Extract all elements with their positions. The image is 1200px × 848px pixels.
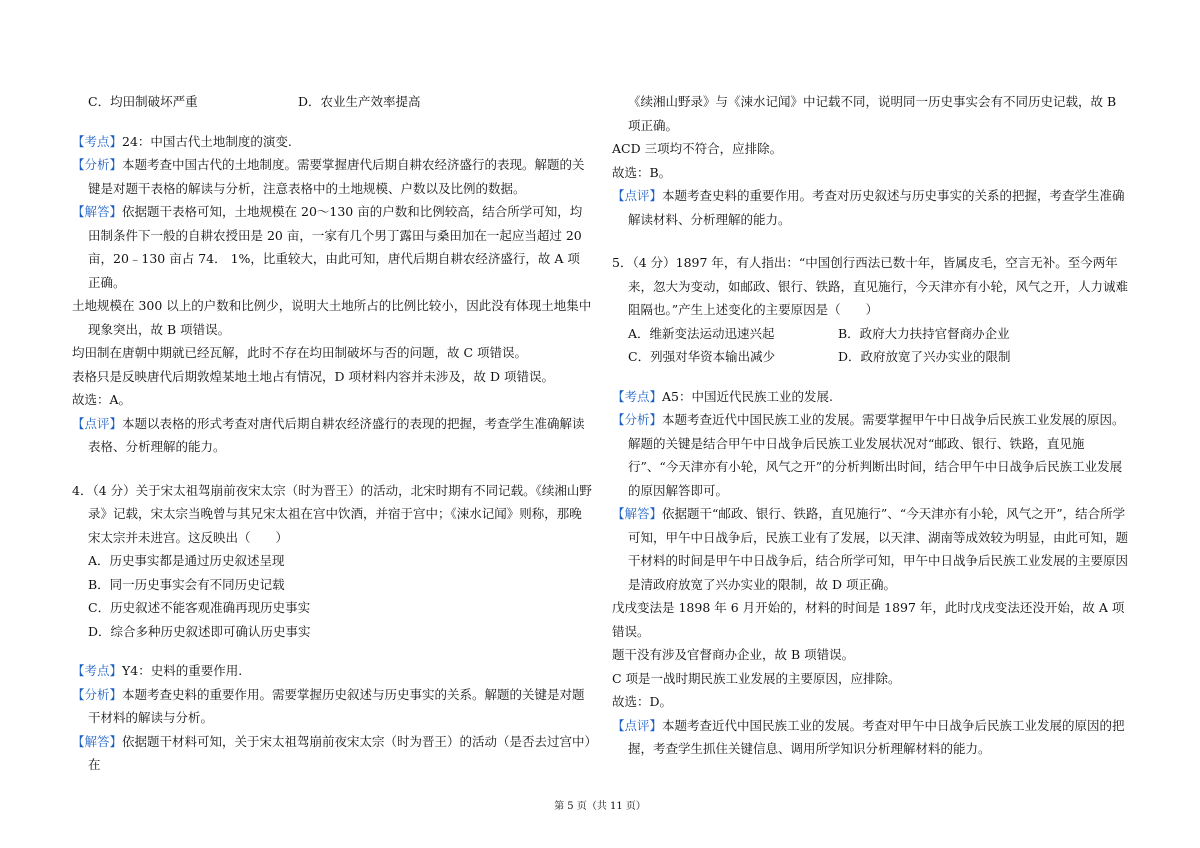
q5-jieda: 【解答】依据题干“邮政、银行、铁路，直见施行”、“今天津亦有小轮，风气之开”，结合所学可知，甲午中日战争后，民族工业有了发展，以天津、湖南等成效较为明显，由此可知，题干材料的时间是甲午中日战争后，结合所学可知，甲午中日战争后民族工业发展的主要原因是清政府放宽了兴办实业的限制，故 D 项正确。: [612, 506, 1129, 592]
q4-option-c: C．历史叙述不能客观准确再现历史事实: [88, 600, 311, 615]
q4-jieda: 【解答】依据题干材料可知，关于宋太祖驾崩前夜宋太宗（时为晋王）的活动（是否去过宫中）在: [72, 733, 591, 772]
q5-option-c: C．列强对华资本输出减少: [628, 349, 776, 364]
q4-option-a: A．历史事实都是通过历史叙述呈现: [88, 553, 285, 568]
q5-line-a: 戊戌变法是 1898 年 6 月开始的，材料的时间是 1897 年，此时戊戌变法还没开始，故 A 项错误。: [612, 600, 1125, 639]
q4-stem: 4．（4 分）关于宋太祖驾崩前夜宋太宗（时为晋王）的活动，北宋时期有不同记载。《续湘山野录》记载，宋太宗当晚曾与其兄宋太祖在宫中饮酒，并宿于宫中；《涑水记闻》则称，那晚宋太宗并未进宫。这反映出（ ）: [72, 482, 592, 545]
q3-line-d: 表格只是反映唐代后期敦煌某地土地占有情况，D 项材料内容并未涉及，故 D 项错误。: [72, 368, 554, 384]
dianping-tag: 【点评】: [612, 717, 663, 733]
kaodian-tag: 【考点】: [72, 133, 123, 149]
q5-line-b: 题干没有涉及官督商办企业，故 B 项错误。: [612, 647, 855, 662]
q4-dianping: 【点评】本题考查史料的重要作用。考查对历史叙述与历史事实的关系的把握，考查学生准确解读材料、分析理解的能力。: [612, 188, 1125, 227]
q4-line-acd: ACD 三项均不符合，应排除。: [612, 141, 783, 156]
q5-dianping: 【点评】本题考查近代中国民族工业的发展。考查对甲午中日战争后民族工业发展的原因的把握，考查学生抓住关键信息、调用所学知识分析理解材料的能力。: [612, 717, 1125, 756]
q3-dianping: 【点评】本题以表格的形式考查对唐代后期自耕农经济盛行的表现的把握，考查学生准确解读表格、分析理解的能力。: [72, 415, 585, 454]
q5-stem: 5．（4 分）1897 年，有人指出：“中国创行西法已数十年，皆属皮毛，空言无补。至今两年来，忽大为变动，如邮政、银行、铁路，直见施行，今天津亦有小轮，风气之开，人力诚难阻隔也。”产生上述变化的主要原因是（ ）: [612, 255, 1129, 317]
jieda-tag: 【解答】: [72, 733, 123, 749]
right-column: [612, 90, 1132, 761]
q5-options-ab: [612, 322, 1132, 346]
kaodian-tag: 【考点】: [72, 663, 123, 678]
kaodian-tag: 【考点】: [612, 388, 663, 404]
q3-answer: 故选：A。: [72, 392, 132, 407]
q5-option-a: A．维新变法运动迅速兴起: [628, 325, 775, 341]
q5-fenxi: 【分析】本题考查近代中国民族工业的发展。需要掌握甲午中日战争后民族工业发展的原因。解题的关键是结合甲午中日战争后民族工业发展状况对“邮政、银行、铁路，直见施行”、“今天津亦有小轮，风气之开”的分析判断出时间，结合甲午中日战争后民族工业发展的原因解答即可。: [612, 412, 1125, 498]
dianping-tag: 【点评】: [72, 415, 123, 431]
fenxi-tag: 【分析】: [72, 157, 123, 172]
q4-option-d: D．综合多种历史叙述即可确认历史事实: [88, 623, 311, 639]
q4-fenxi: 【分析】本题考查史料的重要作用。需要掌握历史叙述与历史事实的关系。解题的关键是对题干材料的解读与分析。: [72, 686, 585, 725]
jieda-tag: 【解答】: [612, 506, 663, 521]
q5-kaodian: 【考点】A5：中国近代民族工业的发展.: [612, 388, 833, 404]
page-footer: 第 5 页（共 11 页）: [554, 801, 646, 812]
q4-jieda-continued: 《续湘山野录》与《涑水记闻》中记载不同，说明同一历史事实会有不同历史记载，故 B 项正确。: [628, 94, 1117, 133]
q3-option-d: D．农业生产效率提高: [298, 94, 421, 109]
q3-options-cd: [72, 90, 592, 114]
q4-kaodian: 【考点】Y4：史料的重要作用.: [72, 663, 243, 678]
dianping-tag: 【点评】: [612, 188, 663, 203]
q5-option-b: B．政府大力扶持官督商办企业: [838, 325, 1010, 341]
q3-jieda: 【解答】依据题干表格可知，土地规模在 20～130 亩的户数和比例较高，结合所学可知，均田制条件下一般的自耕农授田是 20 亩，一家有几个男丁露田与桑田加在一起应当超过 20 亩，20﹣130 亩占 74． 1%，比重较大，由此可知，唐代后期自耕农经济盛行，故 A 项正确。: [72, 204, 583, 290]
q4-option-b: B．同一历史事实会有不同历史记载: [88, 576, 285, 592]
q3-line-c: 均田制在唐朝中期就已经瓦解，此时不存在均田制破坏与否的问题，故 C 项错误。: [72, 345, 528, 360]
q5-line-c: C 项是一战时期民族工业发展的主要原因，应排除。: [612, 670, 901, 686]
q3-fenxi: 【分析】本题考查中国古代的土地制度。需要掌握唐代后期自耕农经济盛行的表现。解题的关键是对题干表格的解读与分析，注意表格中的土地规模、户数以及比例的数据。: [72, 157, 585, 196]
q4-answer: 故选：B。: [612, 164, 672, 180]
fenxi-tag: 【分析】: [72, 686, 123, 702]
left-column: [72, 90, 592, 777]
q3-kaodian: 【考点】24：中国古代土地制度的演变.: [72, 133, 292, 149]
q5-answer: 故选：D。: [612, 694, 673, 709]
fenxi-tag: 【分析】: [612, 412, 663, 427]
q3-option-c: C．均田制破坏严重: [88, 94, 198, 109]
q5-option-d: D．政府放宽了兴办实业的限制: [838, 349, 1011, 364]
jieda-tag: 【解答】: [72, 204, 123, 219]
q5-options-cd: [612, 345, 1132, 369]
q3-line-b: 土地规模在 300 以上的户数和比例少，说明大土地所占的比例比较小，因此没有体现土地集中现象突出，故 B 项错误。: [72, 298, 592, 337]
